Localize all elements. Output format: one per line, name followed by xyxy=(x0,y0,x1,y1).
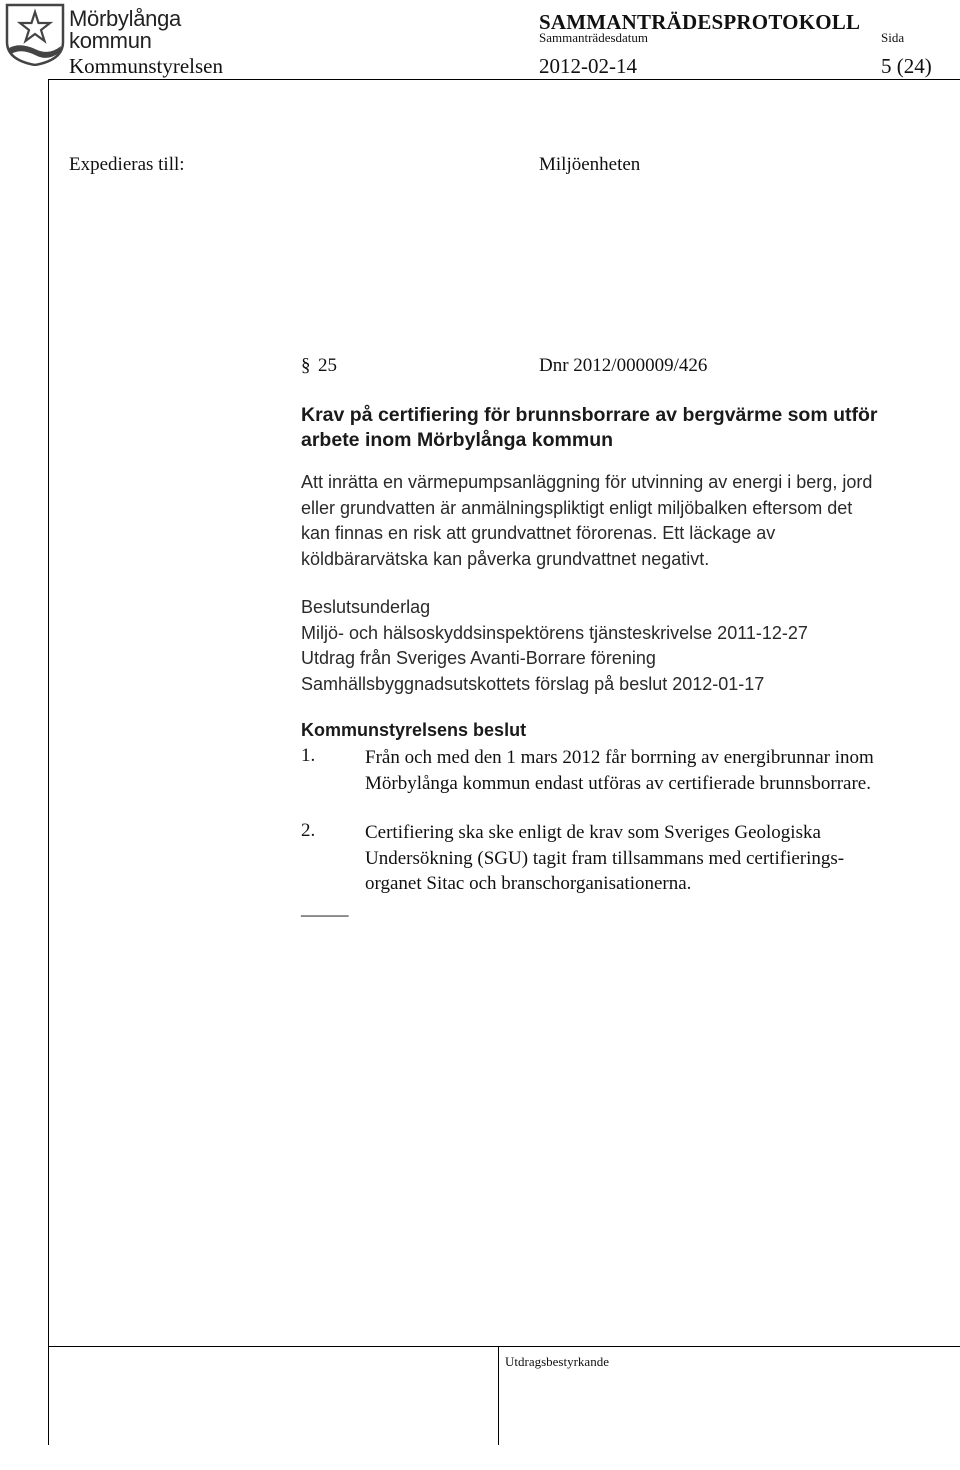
intro-line: kan finnas en risk att grundvattnet förorenas. Ett läckage av xyxy=(301,523,776,543)
meeting-date-label: Sammanträdesdatum xyxy=(539,30,649,45)
certification-label: Utdragsbestyrkande xyxy=(505,1354,609,1369)
dispatch-label: Expedieras till: xyxy=(69,154,185,175)
decision-item-number: 2. xyxy=(301,820,316,841)
page-number: 5 (24) xyxy=(881,54,932,78)
committee-name: Kommunstyrelsen xyxy=(69,54,223,78)
intro-line: Att inrätta en värmepumpsanläggning för utvinning av energi i berg, jord xyxy=(301,472,873,492)
logo-name-line2: kommun xyxy=(69,28,152,53)
footer-column-rule xyxy=(498,1346,499,1445)
item-heading xyxy=(301,403,956,453)
decision-heading: Kommunstyrelsens beslut xyxy=(301,720,527,740)
decision-item-text xyxy=(365,820,955,897)
item-heading-line: arbete inom Mörbylånga kommun xyxy=(301,429,614,451)
intro-line: köldbärarvätska kan påverka grundvattnet negativt. xyxy=(301,548,710,569)
municipal-crest-star-icon xyxy=(4,2,66,66)
document-title: SAMMANTRÄDESPROTOKOLL xyxy=(539,10,861,34)
end-marker: _____ xyxy=(301,898,349,919)
case-number: Dnr 2012/000009/426 xyxy=(539,355,708,376)
decision-item xyxy=(301,820,951,898)
basis-line: Utdrag från Sveriges Avanti-Borrare förening xyxy=(301,648,656,668)
footer-divider xyxy=(48,1346,960,1347)
item-number: 25 xyxy=(318,355,337,376)
logo-name-line1: Mörbylånga xyxy=(69,6,181,31)
decision-item xyxy=(301,745,951,797)
basis-section xyxy=(301,595,956,697)
decision-item-line: Mörbylånga kommun endast utföras av certifierade brunnsborrare. xyxy=(365,772,871,794)
dispatch-recipient: Miljöenheten xyxy=(539,154,641,175)
basis-line: Miljö- och hälsoskyddsinspektörens tjänsteskrivelse 2011-12-27 xyxy=(301,622,808,643)
section-symbol: § xyxy=(301,355,311,376)
decision-item-text xyxy=(365,745,955,796)
decision-item-line: organet Sitac och branschorganisationerna. xyxy=(365,873,692,894)
basis-heading: Beslutsunderlag xyxy=(301,597,431,617)
left-margin-rule xyxy=(48,79,49,1445)
decision-item-line: Undersökning (SGU) tagit fram tillsammans med certifierings- xyxy=(365,847,845,869)
item-heading-line: Krav på certifiering för brunnsborrare av bergvärme som utför xyxy=(301,404,878,426)
header-divider xyxy=(48,79,960,80)
decision-item-number: 1. xyxy=(301,745,316,766)
decision-item-line: Certifiering ska ske enligt de krav som Sveriges Geologiska xyxy=(365,822,821,843)
decision-item-line: Från och med den 1 mars 2012 får borrning av energibrunnar inom xyxy=(365,747,874,768)
intro-line: eller grundvatten är anmälningspliktigt enligt miljöbalken eftersom det xyxy=(301,497,853,518)
intro-paragraph xyxy=(301,470,956,572)
page-label: Sida xyxy=(881,30,905,45)
meeting-date: 2012-02-14 xyxy=(539,54,637,78)
basis-line: Samhällsbyggnadsutskottets förslag på beslut 2012-01-17 xyxy=(301,673,765,694)
